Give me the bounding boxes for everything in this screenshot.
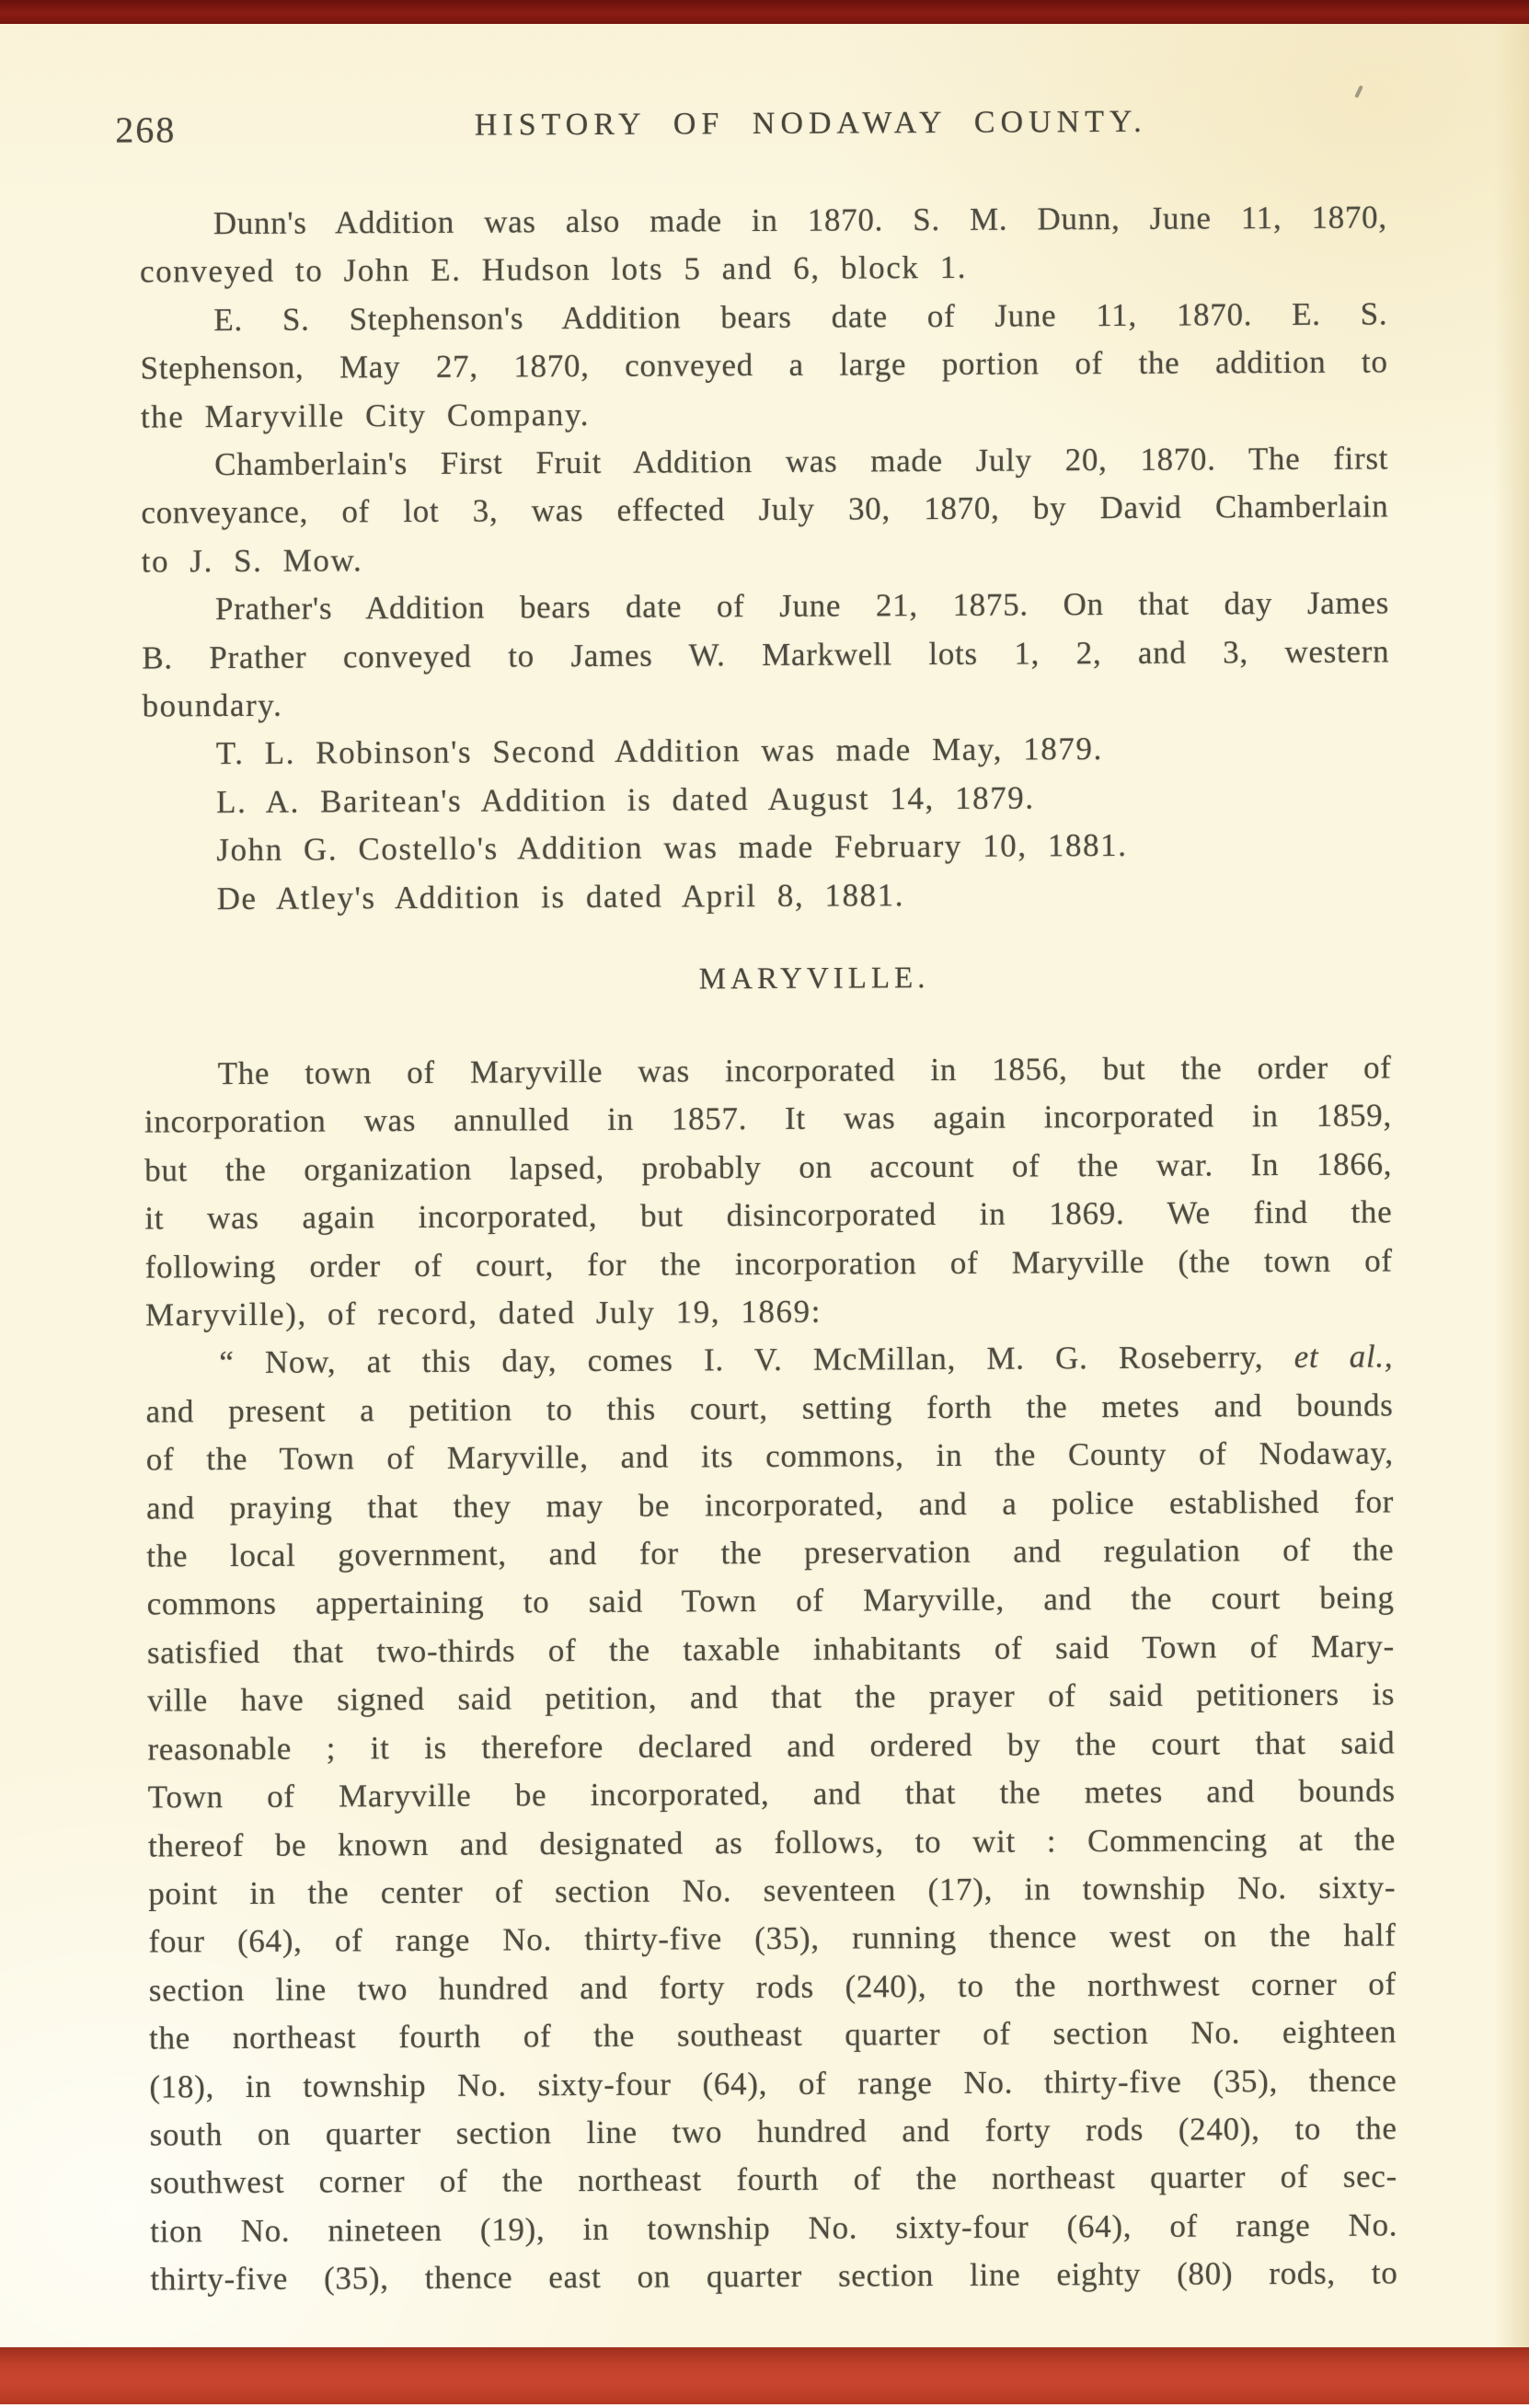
section-heading: MARYVILLE. xyxy=(698,962,930,997)
text-line: Chamberlain's First Fruit Addition was made July 20, 1870. The first xyxy=(214,440,1389,483)
text-line: The town of Maryville was incorporated in 1856, but the order of xyxy=(217,1049,1392,1092)
text-line: and praying that they may be incorporated, and a police established for xyxy=(145,1483,1395,1527)
text-line: point in the center of section No. seventeen (17), in township No. sixty- xyxy=(148,1869,1397,1912)
text-line: southwest corner of the northeast fourth of the northeast quarter of sec- xyxy=(149,2158,1398,2201)
text-line: following order of court, for the incorporation of Maryville (the town of xyxy=(144,1242,1393,1285)
text-line: commons appertaining to said Town of Maryville, and the court being xyxy=(146,1579,1395,1622)
text-line: it was again incorporated, but disincorporated in 1869. We find the xyxy=(144,1193,1393,1237)
page-header xyxy=(115,103,1396,151)
text-line: Prather's Addition bears date of June 21, 1875. On that day James xyxy=(214,584,1390,628)
text-line: tion No. nineteen (19), in township No. sixty-four (64), of range No. xyxy=(150,2206,1398,2250)
text-line: south on quarter section line two hundred and forty rods (240), to the xyxy=(149,2110,1397,2153)
text-line: John G. Costello's Addition was made February 10, 1881. xyxy=(216,827,1128,869)
text-line: conveyed to John E. Hudson lots 5 and 6, block 1. xyxy=(139,249,968,290)
text-block-maryville xyxy=(144,1043,1397,2304)
text-block-additions xyxy=(140,193,1391,923)
text-line: (18), in township No. sixty-four (64), of range No. thirty-five (35), thence xyxy=(149,2061,1397,2105)
text-line: De Atley's Addition is dated April 8, 1881. xyxy=(216,876,905,916)
text-line: section line two hundred and forty rods (240), to the northwest corner of xyxy=(148,1965,1397,2009)
page-number: 268 xyxy=(115,109,177,151)
text-line: “ Now, at this day, comes I. V. McMillan, M. G. Roseberry, et al., xyxy=(219,1338,1394,1381)
text-line: conveyance, of lot 3, was effected July 30, 1870, by David Chamberlain xyxy=(141,488,1389,531)
text-line: B. Prather conveyed to James W. Markwell lots 1, 2, and 3, western xyxy=(142,633,1390,676)
text-line: and present a petition to this court, setting forth the metes and bounds xyxy=(145,1387,1394,1430)
text-line: four (64), of range No. thirty-five (35), running thence west on the half xyxy=(148,1917,1397,1960)
text-line: but the organization lapsed, probably on account of the war. In 1866, xyxy=(144,1146,1393,1189)
scan-bottom-edge-band xyxy=(0,2347,1529,2404)
text-line: boundary. xyxy=(142,686,283,724)
text-line: of the Town of Maryville, and its commons, in the County of Nodaway, xyxy=(145,1434,1394,1478)
text-line: Dunn's Addition was also made in 1870. S. M. Dunn, June 11, 1870, xyxy=(213,199,1387,242)
text-line: thirty-five (35), thence east on quarter section line eighty (80) rods, to xyxy=(150,2254,1398,2298)
text-line: the northeast fourth of the southeast quarter of section No. eighteen xyxy=(149,2013,1397,2057)
text-line: Town of Maryville be incorporated, and that the metes and bounds xyxy=(147,1772,1396,1815)
text-line: reasonable ; it is therefore declared and ordered by the court that said xyxy=(147,1724,1396,1768)
text-line: E. S. Stephenson's Addition bears date of June 11, 1870. E. S. xyxy=(213,295,1388,338)
text-line: satisfied that two-thirds of the taxable inhabitants of said Town of Mary- xyxy=(146,1628,1396,1671)
text-line: the local government, and for the preservation and regulation of the xyxy=(146,1531,1395,1574)
running-title: HISTORY OF NODAWAY COUNTY. xyxy=(474,104,1147,143)
text-line: Maryville), of record, dated July 19, 1869: xyxy=(144,1293,822,1333)
text-line: to J. S. Mow. xyxy=(141,542,363,580)
text-line: the Maryville City Company. xyxy=(140,396,591,435)
text-line: L. A. Baritean's Addition is dated August 14, 1879. xyxy=(215,779,1035,820)
text-line: thereof be known and designated as follows, to wit : Commencing at the xyxy=(147,1820,1397,1864)
text-line: Stephenson, May 27, 1870, conveyed a large portion of the addition to xyxy=(140,343,1388,386)
text-line: incorporation was annulled in 1857. It was again incorporated in 1859, xyxy=(144,1097,1392,1140)
ink-speck xyxy=(1354,85,1363,98)
text-line: T. L. Robinson's Second Addition was made May, 1879. xyxy=(215,731,1103,772)
text-line: ville have signed said petition, and that the prayer of said petitioners is xyxy=(147,1676,1396,1719)
